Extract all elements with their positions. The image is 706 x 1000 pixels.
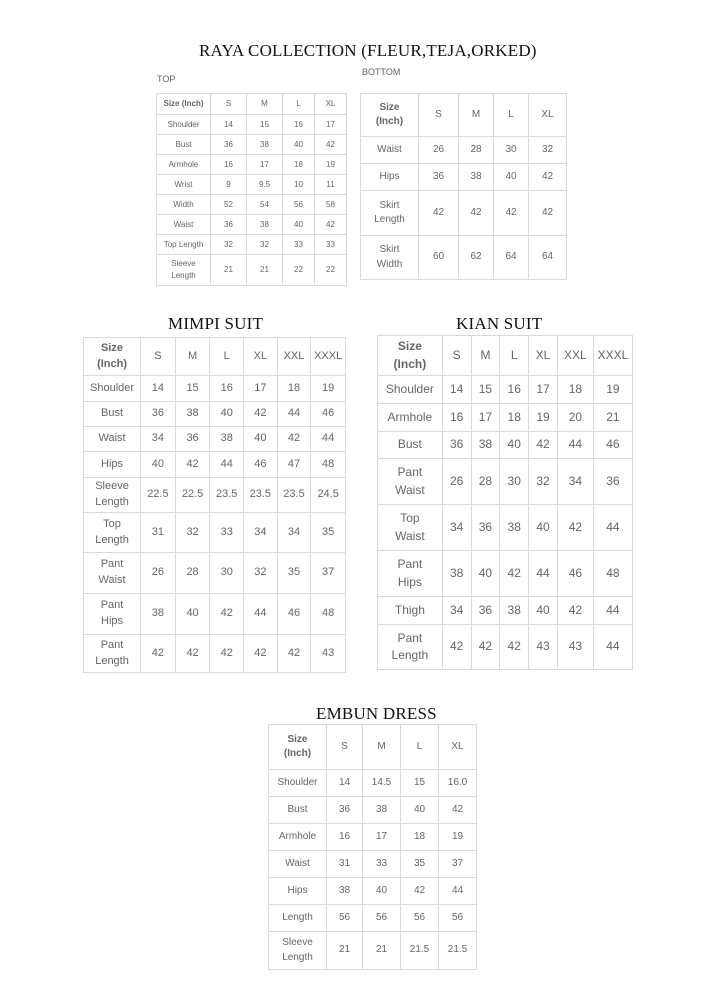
table-row [378,505,633,551]
column-header: XL [244,338,278,376]
table-cell: 44 [439,878,477,905]
table-row [84,376,346,402]
table-cell: 40 [210,402,244,427]
column-header: S [327,725,363,770]
table-cell: 42 [315,215,347,235]
table-cell: 17 [529,376,558,404]
table-cell: 19 [439,824,477,851]
table-cell: 19 [529,404,558,432]
table-cell: 56 [283,195,315,215]
table-cell: 21 [363,932,401,970]
table-cell: 34 [244,513,278,553]
table-row [84,478,346,513]
table-cell: 33 [315,235,347,255]
row-label: Shoulder [269,770,327,797]
table-cell: 14 [327,770,363,797]
table-row [84,635,346,673]
table-cell: 56 [363,905,401,932]
table-cell: 42 [401,878,439,905]
table-cell: 26 [141,553,176,594]
table-cell: 34 [557,459,593,505]
table-cell: 17 [363,824,401,851]
table-cell: 28 [459,137,494,164]
table-cell: 42 [529,164,567,191]
column-header: XXXL [593,336,632,376]
table-cell: 33 [210,513,244,553]
table-cell: 48 [593,551,632,597]
row-label: Bust [84,402,141,427]
table-cell: 30 [500,459,529,505]
embun-dress-table [268,724,477,970]
row-label: Shoulder [84,376,141,402]
table-cell: 58 [315,195,347,215]
row-label: Pant Length [378,625,443,670]
column-header: XXL [277,338,311,376]
row-label: Hips [84,452,141,478]
page-title: RAYA COLLECTION (FLEUR,TEJA,ORKED) [199,41,537,60]
table-cell: 40 [529,505,558,551]
row-label: Waist [361,137,419,164]
table-cell: 15 [247,115,283,135]
table-cell: 17 [247,155,283,175]
table-cell: 44 [244,594,278,635]
row-label: Pant Waist [378,459,443,505]
column-header: M [175,338,210,376]
table-cell: 47 [277,452,311,478]
embun-dress-title: EMBUN DRESS [316,704,437,723]
table-cell: 42 [210,594,244,635]
table-cell: 52 [211,195,247,215]
table-cell: 23.5 [210,478,244,513]
table-cell: 16 [283,115,315,135]
row-label: Thigh [378,597,443,625]
table-cell: 42 [529,432,558,459]
column-header: S [211,94,247,115]
table-cell: 18 [557,376,593,404]
column-header: Size (Inch) [361,94,419,137]
column-header: L [500,336,529,376]
table-cell: 16 [442,404,471,432]
table-cell: 22.5 [141,478,176,513]
row-label: Pant Length [84,635,141,673]
table-cell: 42 [419,191,459,236]
table-row [157,235,347,255]
table-cell: 38 [500,505,529,551]
row-label: Waist [84,427,141,452]
table-cell: 28 [175,553,210,594]
table-cell: 64 [529,236,567,280]
table-cell: 34 [277,513,311,553]
table-cell: 23.5 [244,478,278,513]
mimpi-suit-table [83,337,346,673]
table-cell: 40 [363,878,401,905]
table-row [378,432,633,459]
table-cell: 40 [283,135,315,155]
table-cell: 35 [311,513,346,553]
table-row [361,164,567,191]
table-cell: 15 [175,376,210,402]
column-header: Size (Inch) [378,336,443,376]
row-label: Hips [361,164,419,191]
row-label: Skirt Length [361,191,419,236]
table-cell: 46 [244,452,278,478]
table-cell: 16.0 [439,770,477,797]
table-row [269,797,477,824]
row-label: Width [157,195,211,215]
column-header: L [494,94,529,137]
table-cell: 46 [277,594,311,635]
table-row [378,459,633,505]
table-cell: 56 [327,905,363,932]
table-cell: 21.5 [401,932,439,970]
column-header: M [459,94,494,137]
table-cell: 15 [471,376,500,404]
table-cell: 38 [442,551,471,597]
table-cell: 9 [211,175,247,195]
row-label: Top Length [157,235,211,255]
table-row [269,932,477,970]
table-cell: 14 [442,376,471,404]
table-cell: 19 [593,376,632,404]
table-row [157,195,347,215]
table-cell: 38 [500,597,529,625]
table-cell: 38 [247,215,283,235]
table-cell: 34 [141,427,176,452]
table-row [378,597,633,625]
row-label: Pant Hips [378,551,443,597]
table-cell: 42 [277,635,311,673]
column-header: M [247,94,283,115]
column-header: M [471,336,500,376]
column-header: L [210,338,244,376]
table-cell: 36 [419,164,459,191]
table-cell: 18 [500,404,529,432]
table-cell: 40 [244,427,278,452]
table-cell: 40 [283,215,315,235]
table-cell: 38 [363,797,401,824]
table-cell: 17 [244,376,278,402]
table-cell: 40 [529,597,558,625]
column-header: M [363,725,401,770]
row-label: Top Length [84,513,141,553]
column-header: XL [529,94,567,137]
table-cell: 35 [401,851,439,878]
table-cell: 38 [327,878,363,905]
row-label: Hips [269,878,327,905]
mimpi-suit-title: MIMPI SUIT [168,314,264,333]
table-cell: 16 [211,155,247,175]
top-label: TOP [157,74,176,84]
table-cell: 40 [401,797,439,824]
table-cell: 31 [141,513,176,553]
table-cell: 38 [247,135,283,155]
row-label: Wrist [157,175,211,195]
table-cell: 19 [311,376,346,402]
row-label: Bust [157,135,211,155]
table-row [157,175,347,195]
table-cell: 40 [494,164,529,191]
table-cell: 42 [557,505,593,551]
table-cell: 44 [593,625,632,670]
column-header: S [442,336,471,376]
table-cell: 56 [401,905,439,932]
table-cell: 42 [439,797,477,824]
table-cell: 42 [500,625,529,670]
row-label: Armhole [378,404,443,432]
table-row [361,236,567,280]
row-label: Armhole [269,824,327,851]
table-cell: 36 [141,402,176,427]
row-label: Bust [378,432,443,459]
table-cell: 40 [175,594,210,635]
table-cell: 38 [471,432,500,459]
table-cell: 20 [557,404,593,432]
table-row [269,824,477,851]
table-cell: 62 [459,236,494,280]
table-row [84,594,346,635]
table-cell: 54 [247,195,283,215]
table-cell: 38 [175,402,210,427]
header-row [84,338,346,376]
table-cell: 36 [211,215,247,235]
kian-suit-table [377,335,633,670]
table-cell: 44 [277,402,311,427]
table-cell: 14.5 [363,770,401,797]
table-cell: 42 [500,551,529,597]
table-row [378,404,633,432]
table-cell: 44 [593,505,632,551]
table-row [157,115,347,135]
table-row [157,135,347,155]
row-label: Waist [157,215,211,235]
column-header: XL [439,725,477,770]
row-label: Skirt Width [361,236,419,280]
table-row [378,551,633,597]
bottom-size-table [360,93,567,280]
column-header: S [141,338,176,376]
table-cell: 21 [593,404,632,432]
table-cell: 40 [471,551,500,597]
table-cell: 17 [315,115,347,135]
table-cell: 37 [439,851,477,878]
row-label: Sleeve Length [84,478,141,513]
table-cell: 44 [311,427,346,452]
table-cell: 48 [311,594,346,635]
header-row [378,336,633,376]
table-cell: 46 [557,551,593,597]
table-cell: 43 [557,625,593,670]
table-cell: 28 [471,459,500,505]
table-cell: 36 [471,597,500,625]
table-cell: 24.5 [311,478,346,513]
table-cell: 43 [311,635,346,673]
table-row [269,878,477,905]
row-label: Bust [269,797,327,824]
table-cell: 38 [141,594,176,635]
top-size-table [156,93,347,286]
table-cell: 56 [439,905,477,932]
table-cell: 34 [442,505,471,551]
table-cell: 21.5 [439,932,477,970]
table-cell: 18 [283,155,315,175]
column-header: S [419,94,459,137]
table-row [378,376,633,404]
table-row [361,137,567,164]
table-cell: 33 [283,235,315,255]
table-cell: 33 [363,851,401,878]
column-header: L [283,94,315,115]
header-row [157,94,347,115]
table-cell: 36 [175,427,210,452]
table-cell: 31 [327,851,363,878]
table-cell: 14 [211,115,247,135]
table-cell: 37 [311,553,346,594]
column-header: Size (Inch) [269,725,327,770]
table-cell: 15 [401,770,439,797]
table-cell: 36 [442,432,471,459]
table-cell: 42 [277,427,311,452]
bottom-label: BOTTOM [362,67,401,77]
table-cell: 21 [247,255,283,286]
table-cell: 34 [442,597,471,625]
table-cell: 42 [175,452,210,478]
table-cell: 32 [211,235,247,255]
table-cell: 11 [315,175,347,195]
table-cell: 36 [211,135,247,155]
table-cell: 32 [175,513,210,553]
table-cell: 36 [593,459,632,505]
table-cell: 38 [210,427,244,452]
table-row [361,191,567,236]
row-label: Top Waist [378,505,443,551]
table-cell: 18 [277,376,311,402]
table-cell: 48 [311,452,346,478]
table-cell: 22 [283,255,315,286]
table-cell: 22.5 [175,478,210,513]
column-header: Size (Inch) [84,338,141,376]
table-cell: 40 [500,432,529,459]
table-cell: 23.5 [277,478,311,513]
table-cell: 60 [419,236,459,280]
table-cell: 36 [471,505,500,551]
table-cell: 42 [557,597,593,625]
table-row [157,215,347,235]
table-cell: 16 [500,376,529,404]
table-row [84,452,346,478]
table-cell: 42 [529,191,567,236]
column-header: XXL [557,336,593,376]
table-cell: 35 [277,553,311,594]
table-cell: 44 [557,432,593,459]
table-cell: 22 [315,255,347,286]
table-row [84,427,346,452]
table-row [157,155,347,175]
table-cell: 42 [244,635,278,673]
header-row [269,725,477,770]
header-row [361,94,567,137]
column-header: XL [529,336,558,376]
table-cell: 38 [459,164,494,191]
column-header: XXXL [311,338,346,376]
table-cell: 16 [327,824,363,851]
table-cell: 42 [442,625,471,670]
table-cell: 18 [401,824,439,851]
table-cell: 42 [315,135,347,155]
table-cell: 21 [211,255,247,286]
table-cell: 32 [529,137,567,164]
table-row [84,402,346,427]
table-cell: 42 [141,635,176,673]
table-cell: 14 [141,376,176,402]
table-cell: 44 [529,551,558,597]
table-row [269,905,477,932]
table-cell: 21 [327,932,363,970]
row-label: Length [269,905,327,932]
table-cell: 40 [141,452,176,478]
table-cell: 9.5 [247,175,283,195]
column-header: L [401,725,439,770]
row-label: Sleeve Length [157,255,211,286]
table-cell: 46 [593,432,632,459]
table-row [269,851,477,878]
table-row [84,553,346,594]
table-row [84,513,346,553]
table-cell: 42 [459,191,494,236]
column-header: XL [315,94,347,115]
table-cell: 32 [247,235,283,255]
table-cell: 26 [442,459,471,505]
table-cell: 44 [210,452,244,478]
table-cell: 42 [494,191,529,236]
table-cell: 44 [593,597,632,625]
table-cell: 42 [210,635,244,673]
row-label: Pant Hips [84,594,141,635]
table-cell: 32 [529,459,558,505]
table-cell: 43 [529,625,558,670]
table-cell: 19 [315,155,347,175]
table-row [269,770,477,797]
table-cell: 10 [283,175,315,195]
table-row [157,255,347,286]
table-cell: 42 [244,402,278,427]
table-cell: 42 [175,635,210,673]
table-cell: 36 [327,797,363,824]
table-cell: 17 [471,404,500,432]
table-cell: 16 [210,376,244,402]
table-cell: 64 [494,236,529,280]
table-cell: 46 [311,402,346,427]
row-label: Armhole [157,155,211,175]
table-cell: 26 [419,137,459,164]
row-label: Shoulder [378,376,443,404]
table-cell: 42 [471,625,500,670]
table-cell: 30 [210,553,244,594]
kian-suit-title: KIAN SUIT [456,314,543,333]
row-label: Sleeve Length [269,932,327,970]
row-label: Shoulder [157,115,211,135]
row-label: Waist [269,851,327,878]
column-header: Size (Inch) [157,94,211,115]
row-label: Pant Waist [84,553,141,594]
table-cell: 30 [494,137,529,164]
table-row [378,625,633,670]
table-cell: 32 [244,553,278,594]
